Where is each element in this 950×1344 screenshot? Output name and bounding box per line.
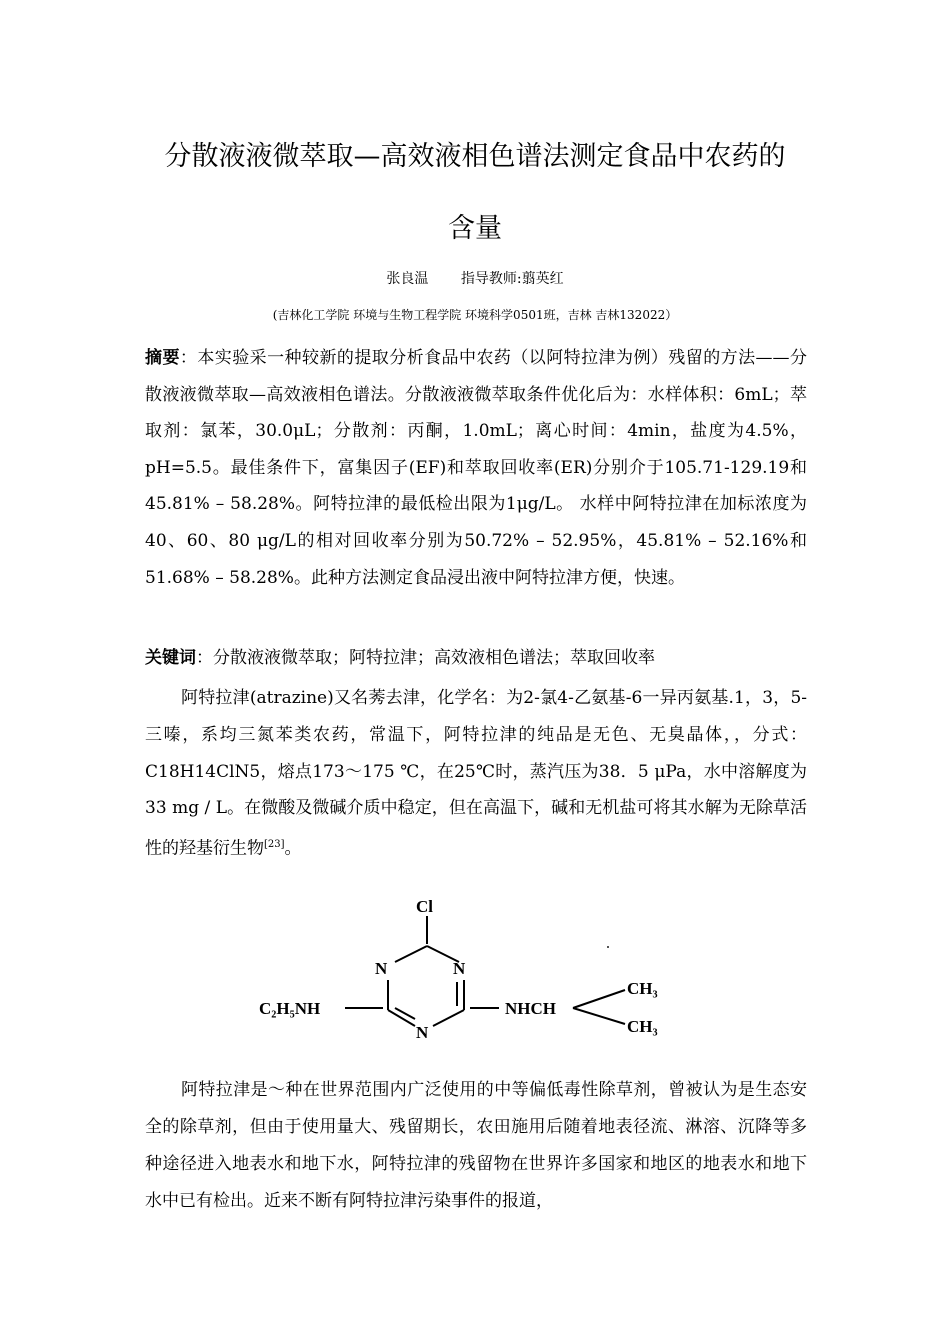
methyl-bottom: CH₃ bbox=[627, 1017, 658, 1036]
paper-title-line-1: 分散液液微萃取—高效液相色谱法测定食品中农药的 bbox=[164, 141, 786, 172]
paragraph-1-end: 。 bbox=[284, 838, 302, 859]
isopropylamino-group: NHCH bbox=[505, 999, 556, 1018]
atrazine-structure-diagram bbox=[255, 892, 675, 1042]
chlorine-label: Cl bbox=[416, 897, 433, 916]
keywords bbox=[145, 640, 807, 676]
abstract-text: ：本实验采一种较新的提取分析食品中农药（以阿特拉津为例）残留的方法——分散液液微萃取—高效液相色谱法。分散液液微萃取条件优化后为：水样体积：6mL；萃取剂：氯苯，30.0μL；分散剂：丙酮，1.0mL；离心时间：4min，盐度为4.5%，pH=5.5。最佳条件下，富集因子(EF)和萃取回收率(ER)分别介于105.71-129.19和45.81% – 58.28%。阿特拉津的最低检出限为1μg/L。 水样中阿特拉津在加标浓度为40、60、80 μg/L的相对回收率分别为50.72% – 52.95%，45.81% – 52.16%和51.68% – 58.28%。此种方法测定食品浸出液中阿特拉津方便，快速。 bbox=[145, 348, 808, 588]
affiliation: (吉林化工学院 环境与生物工程学院 环境科学0501班，吉林 吉林132022） bbox=[272, 308, 678, 322]
keywords-text: ：分散液液微萃取；阿特拉津；高效液相色谱法；萃取回收率 bbox=[196, 648, 655, 668]
paper-title-line-2: 含量 bbox=[448, 213, 502, 244]
citation: [23] bbox=[264, 839, 285, 851]
stray-dot bbox=[607, 946, 609, 948]
body-paragraph-2: 阿特拉津是～种在世界范围内广泛使用的中等偏低毒性除草剂，曾被认为是生态安全的除草剂，但由于使用量大、残留期长，农田施用后随着地表径流、淋溶、沉降等多种途径进入地表水和地下水，阿特拉津的残留物在世界许多国家和地区的地表水和地下水中已有检出。近来不断有阿特拉津污染事件的报道， bbox=[145, 1080, 807, 1211]
abstract-label: 摘要 bbox=[145, 348, 180, 368]
ring-nitrogen-bottom: N bbox=[416, 1023, 429, 1042]
abstract bbox=[145, 340, 807, 596]
ethylamino-group: C₂H₅NH bbox=[259, 999, 321, 1018]
methyl-top: CH₃ bbox=[627, 979, 658, 998]
body-paragraph-1 bbox=[145, 680, 807, 868]
keywords-label: 关键词 bbox=[145, 648, 196, 668]
ring-nitrogen-right: N bbox=[453, 959, 466, 978]
advisor-name: 指导教师:翦英红 bbox=[460, 271, 564, 287]
author-line bbox=[0, 268, 950, 288]
author-name: 张良温 bbox=[386, 271, 429, 287]
ring-nitrogen-left: N bbox=[375, 959, 388, 978]
paragraph-1-text: 阿特拉津(atrazine)又名莠去津，化学名：为2-氯4-乙氨基-6一异丙氨基.1，3，5-三嗪，系均三氮苯类农药，常温下，阿特拉津的纯品是无色、无臭晶体，，分式：C18H14ClN5，熔点173～175 ℃，在25℃时，蒸汽压为38．5 μPa，水中溶解度为33 mg / L。在微酸及微碱介质中稳定，但在高温下，碱和无机盐可将其水解为无除草活性的羟基衍生物 bbox=[145, 688, 807, 859]
